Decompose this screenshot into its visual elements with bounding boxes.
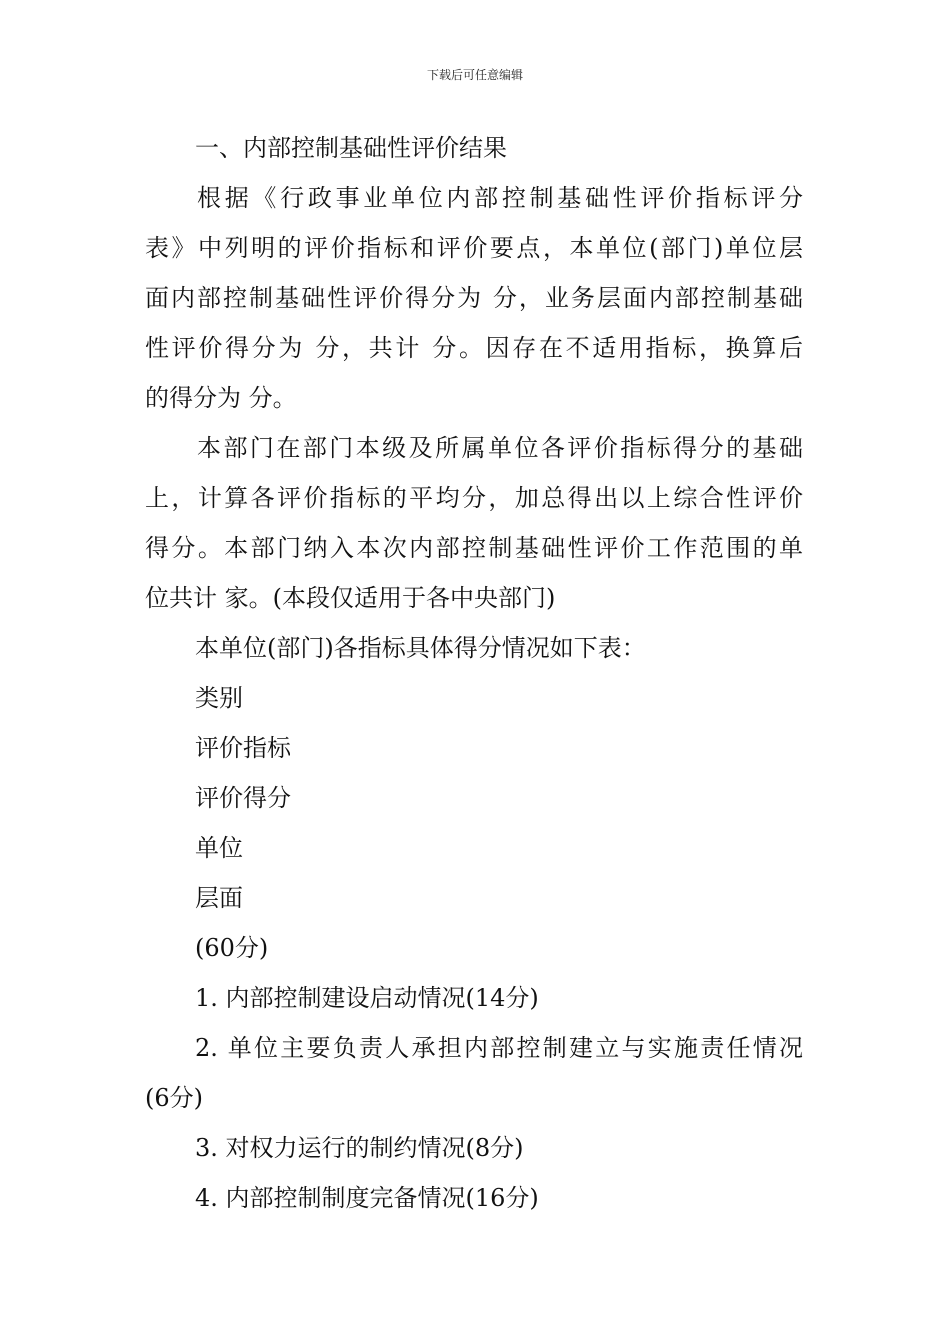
para2-line-3: 得分。本部门纳入本次内部控制基础性评价工作范围的单 (145, 534, 803, 562)
para1-line-2: 表》中列明的评价指标和评价要点，本单位(部门)单位层 (145, 234, 803, 262)
para1-line-3: 面内部控制基础性评价得分为 分，业务层面内部控制基础 (145, 284, 803, 312)
section-heading: 一、内部控制基础性评价结果 (195, 134, 507, 162)
table-cell-unit: 单位 (195, 834, 243, 862)
para1-line-1: 根据《行政事业单位内部控制基础性评价指标评分 (197, 184, 803, 212)
table-cell-level: 层面 (195, 884, 243, 912)
para1-line-5: 的得分为 分。 (145, 384, 297, 412)
para2-line-4: 位共计 家。(本段仅适用于各中央部门) (145, 584, 556, 612)
item-3: 3. 对权力运行的制约情况(8分) (195, 1134, 524, 1162)
item-1: 1. 内部控制建设启动情况(14分) (195, 984, 539, 1012)
para2-line-2: 上，计算各评价指标的平均分，加总得出以上综合性评价 (145, 484, 803, 512)
para2-line-1: 本部门在部门本级及所属单位各评价指标得分的基础 (197, 434, 803, 462)
header-note: 下载后可任意编辑 (426, 68, 523, 82)
item-2: 2. 单位主要负责人承担内部控制建立与实施责任情况 (195, 1034, 803, 1062)
table-cell-indicator: 评价指标 (195, 734, 291, 762)
table-cell-category: 类别 (195, 684, 243, 712)
item-2-continued: (6分) (145, 1084, 203, 1112)
item-4: 4. 内部控制制度完备情况(16分) (195, 1184, 539, 1212)
table-cell-score: 评价得分 (195, 784, 291, 812)
para1-line-4: 性评价得分为 分，共计 分。因存在不适用指标，换算后 (145, 334, 803, 362)
table-intro: 本单位(部门)各指标具体得分情况如下表： (195, 634, 646, 662)
table-cell-points: (60分) (195, 934, 269, 962)
